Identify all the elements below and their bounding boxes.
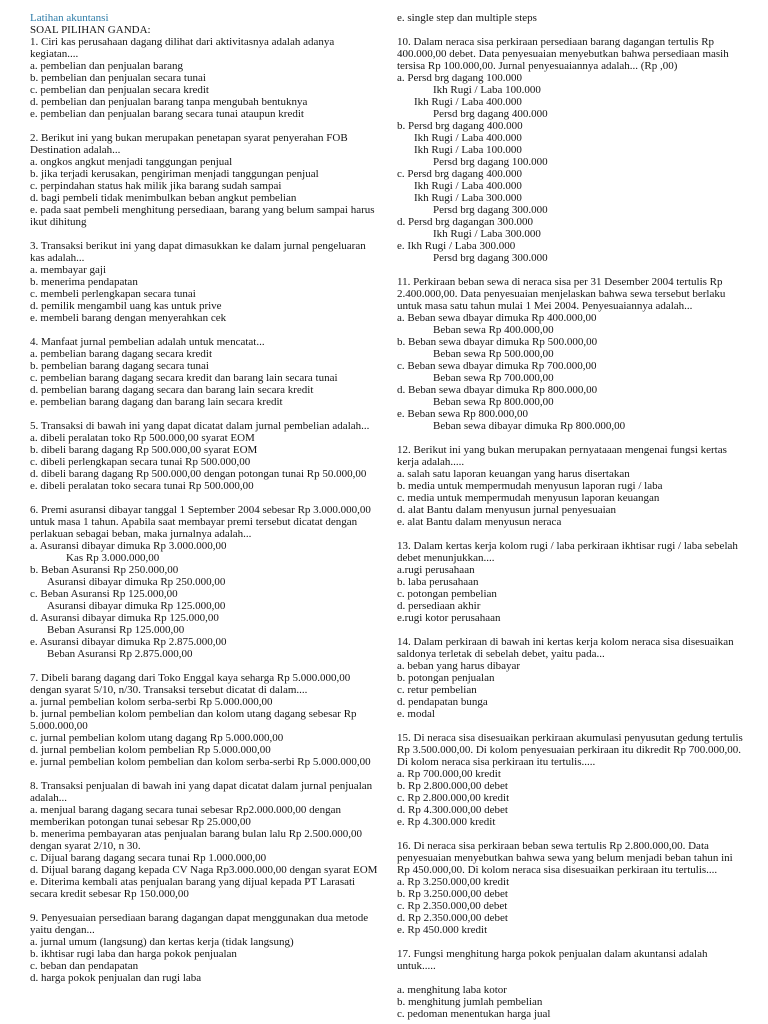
question-block: [30, 336, 382, 408]
question-text: 11. Perkiraan beban sewa di neraca sisa per 31 Desember 2004 tertulis Rp 2.400.000,00. Data penyesuaian menjelaskan bahwa sewa tersebut berlaku untuk masa satu tahun mulai 1 Mei 2004. Penyesuaiannya adalah...: [397, 276, 726, 312]
answer-option: e. alat Bantu dalam menyusun neraca: [397, 516, 562, 528]
journal-entry-line: Beban sewa Rp 400.000,00: [433, 324, 554, 336]
question-block: [397, 36, 743, 264]
answer-option: e. single step dan multiple steps: [397, 12, 537, 24]
journal-entry-line: Persd brg dagang 400.000: [433, 108, 548, 120]
answer-option: b. menerima pembayaran atas penjualan barang bulan lalu Rp 2.500.000,00 dengan syarat 2/10, n 30.: [30, 828, 363, 852]
journal-entry-line: Ikh Rugi / Laba 100.000: [414, 144, 522, 156]
answer-option: d. bagi pembeli tidak menimbulkan beban angkut pembelian: [30, 192, 297, 204]
answer-option: a. menjual barang dagang secara tunai sebesar Rp2.000.000,00 dengan memberikan potongan tunai sebesar Rp 25.000,00: [30, 804, 341, 828]
answer-option: c. pedoman menentukan harga jual: [397, 1008, 551, 1020]
answer-option: d. Asuransi dibayar dimuka Rp 125.000,00: [30, 612, 219, 624]
question-text: 14. Dalam perkiraan di bawah ini kertas kerja kolom neraca sisa disesuaikan saldonya terletak di sebelah debet, yaitu pada...: [397, 636, 734, 660]
journal-entry-line: Persd brg dagang 300.000: [433, 204, 548, 216]
answer-option: e.rugi kotor perusahaan: [397, 612, 501, 624]
answer-option: e. pada saat pembeli menghitung persediaan, barang yang belum sampai harus ikut dihitung: [30, 204, 375, 228]
answer-option: c. pembelian barang dagang secara kredit dan barang lain secara tunai: [30, 372, 338, 384]
journal-entry-line: Ikh Rugi / Laba 300.000: [433, 228, 541, 240]
answer-option: c. Rp 2.350.000,00 debet: [397, 900, 508, 912]
answer-option: a. beban yang harus dibayar: [397, 660, 521, 672]
question-block: [397, 732, 743, 828]
answer-option: b. Beban sewa dbayar dimuka Rp 500.000,00: [397, 336, 598, 348]
journal-entry-line: Ikh Rugi / Laba 100.000: [433, 84, 541, 96]
journal-entry-line: Persd brg dagang 100.000: [433, 156, 548, 168]
question-block: [397, 840, 743, 936]
answer-option: e. pembelian barang dagang dan barang lain secara kredit: [30, 396, 283, 408]
question-block: [397, 444, 743, 528]
question-text: 6. Premi asuransi dibayar tanggal 1 September 2004 sebesar Rp 3.000.000,00 untuk masa 1 tahun. Apabila saat membayar premi tersebut dicatat dengan perlakuan sebagai beban, maka jurnalnya adalah...: [30, 504, 371, 540]
journal-entry-line: Persd brg dagang 300.000: [433, 252, 548, 264]
answer-option: b. Beban Asuransi Rp 250.000,00: [30, 564, 179, 576]
section-heading: SOAL PILIHAN GANDA:: [30, 24, 151, 36]
journal-entry-line: Ikh Rugi / Laba 400.000: [414, 96, 522, 108]
journal-entry-line: Beban Asuransi Rp 125.000,00: [47, 624, 185, 636]
answer-option: c. Beban Asuransi Rp 125.000,00: [30, 588, 178, 600]
answer-option: d. Beban sewa dbayar dimuka Rp 800.000,00: [397, 384, 598, 396]
answer-option: c. Rp 2.800.000,00 kredit: [397, 792, 510, 804]
answer-option: c. jurnal pembelian kolom utang dagang Rp 5.000.000,00: [30, 732, 284, 744]
question-text: 5. Transaksi di bawah ini yang dapat dicatat dalam jurnal pembelian adalah...: [30, 420, 370, 432]
answer-option: b. menerima pendapatan: [30, 276, 138, 288]
answer-option: a. jurnal umum (langsung) dan kertas kerja (tidak langsung): [30, 936, 294, 948]
answer-option: d. Rp 2.350.000,00 debet: [397, 912, 508, 924]
answer-option: e. Asuransi dibayar dimuka Rp 2.875.000,00: [30, 636, 227, 648]
question-text: 1. Ciri kas perusahaan dagang dilihat dari aktivitasnya adalah adanya kegiatan....: [30, 36, 335, 60]
question-block: [30, 36, 382, 120]
answer-option: c. Beban sewa dbayar dimuka Rp 700.000,00: [397, 360, 597, 372]
question-block: [397, 276, 743, 432]
answer-option: a. menghitung laba kotor: [397, 984, 507, 996]
answer-option: c. retur pembelian: [397, 684, 477, 696]
answer-option: d. pembelian barang dagang secara dan barang lain secara kredit: [30, 384, 314, 396]
question-block: [30, 672, 382, 768]
answer-option: d. harga pokok penjualan dan rugi laba: [30, 972, 202, 984]
journal-entry-line: Beban sewa Rp 800.000,00: [433, 396, 554, 408]
question-block: [30, 132, 382, 228]
answer-option: c. media untuk mempermudah menyusun laporan keuangan: [397, 492, 660, 504]
answer-option: e. dibeli peralatan toko secara tunai Rp 500.000,00: [30, 480, 254, 492]
question-text: 4. Manfaat jurnal pembelian adalah untuk mencatat...: [30, 336, 265, 348]
answer-option: e. modal: [397, 708, 435, 720]
answer-option: a. Rp 700.000,00 kredit: [397, 768, 501, 780]
answer-option: e. Beban sewa Rp 800.000,00: [397, 408, 529, 420]
answer-option: b. jika terjadi kerusakan, pengiriman menjadi tanggungan penjual: [30, 168, 319, 180]
answer-option: d. jurnal pembelian kolom pembelian Rp 5.000.000,00: [30, 744, 271, 756]
question-text: 15. Di neraca sisa disesuaikan perkiraan akumulasi penyusutan gedung tertulis Rp 3.500.000,00. Di kolom penyesuaian perkiraan itu dikredit Rp 700.000,00. Di kolom neraca sisa perkiraan itu tertulis.....: [397, 732, 743, 768]
answer-option: c. perpindahan status hak milik jika barang sudah sampai: [30, 180, 282, 192]
answer-option: a. Asuransi dibayar dimuka Rp 3.000.000,00: [30, 540, 227, 552]
question-block: [397, 636, 743, 720]
answer-option: a. pembelian dan penjualan barang: [30, 60, 184, 72]
question-text: 8. Transaksi penjualan di bawah ini yang dapat dicatat dalam jurnal penjualan adalah...: [30, 780, 373, 804]
answer-option: b. Persd brg dagang 400.000: [397, 120, 523, 132]
question-text: 13. Dalam kertas kerja kolom rugi / laba perkiraan ikhtisar rugi / laba sebelah debet menunjukkan....: [397, 540, 738, 564]
question-block: [30, 912, 382, 984]
answer-option: e. Rp 4.300.000 kredit: [397, 816, 496, 828]
answer-option: c. dibeli perlengkapan secara tunai Rp 500.000,00: [30, 456, 251, 468]
answer-option: d. pembelian dan penjualan barang tanpa mengubah bentuknya: [30, 96, 308, 108]
question-block: [30, 240, 382, 324]
answer-option: c. Dijual barang dagang secara tunai Rp 1.000.000,00: [30, 852, 267, 864]
answer-option: b. Rp 3.250.000,00 debet: [397, 888, 508, 900]
question-block: [397, 12, 743, 24]
answer-option: a. Beban sewa dbayar dimuka Rp 400.000,00: [397, 312, 597, 324]
answer-option: e. Rp 450.000 kredit: [397, 924, 488, 936]
question-text: 2. Berikut ini yang bukan merupakan penetapan syarat penyerahan FOB Destination adalah...: [30, 132, 348, 156]
question-block: [30, 420, 382, 492]
question-block: [30, 504, 382, 660]
answer-option: d. dibeli barang dagang Rp 500.000,00 dengan potongan tunai Rp 50.000,00: [30, 468, 367, 480]
document-title-link[interactable]: Latihan akuntansi: [30, 12, 109, 24]
journal-entry-line: Beban sewa Rp 700.000,00: [433, 372, 554, 384]
answer-option: c. potongan pembelian: [397, 588, 497, 600]
journal-entry-line: Beban sewa dibayar dimuka Rp 800.000,00: [433, 420, 626, 432]
answer-option: a. salah satu laporan keuangan yang harus disertakan: [397, 468, 630, 480]
question-text: 17. Fungsi menghitung harga pokok penjualan dalam akuntansi adalah untuk.....: [397, 948, 708, 972]
right-column: [397, 12, 743, 1024]
journal-entry-line: Beban sewa Rp 500.000,00: [433, 348, 554, 360]
answer-option: e. Diterima kembali atas penjualan barang yang dijual kepada PT Larasati secara kredit sebesar Rp 150.000,00: [30, 876, 356, 900]
answer-option: b. dibeli barang dagang Rp 500.000,00 syarat EOM: [30, 444, 258, 456]
answer-option: e. pembelian dan penjualan barang secara tunai ataupun kredit: [30, 108, 304, 120]
answer-option: b. media untuk mempermudah menyusun laporan rugi / laba: [397, 480, 663, 492]
answer-option: b. ikhtisar rugi laba dan harga pokok penjualan: [30, 948, 237, 960]
answer-option: b. Rp 2.800.000,00 debet: [397, 780, 508, 792]
question-block: [397, 948, 743, 1020]
answer-option: c. Persd brg dagang 400.000: [397, 168, 523, 180]
question-block: [30, 780, 382, 900]
answer-option: a.rugi perusahaan: [397, 564, 475, 576]
left-column: [30, 12, 382, 1024]
journal-entry-line: Ikh Rugi / Laba 400.000: [414, 132, 522, 144]
journal-entry-line: Ikh Rugi / Laba 300.000: [414, 192, 522, 204]
answer-option: d. pemilik mengambil uang kas untuk prive: [30, 300, 222, 312]
journal-entry-line: Kas Rp 3.000.000,00: [66, 552, 160, 564]
answer-option: d. Rp 4.300.000,00 debet: [397, 804, 508, 816]
answer-option: a. Persd brg dagang 100.000: [397, 72, 523, 84]
question-text: 12. Berikut ini yang bukan merupakan pernyataaan mengenai fungsi kertas kerja adalah.....: [397, 444, 727, 468]
journal-entry-line: Asuransi dibayar dimuka Rp 250.000,00: [47, 576, 226, 588]
answer-option: b. laba perusahaan: [397, 576, 479, 588]
question-block: [397, 540, 743, 624]
answer-option: e. membeli barang dengan menyerahkan cek: [30, 312, 227, 324]
answer-option: e. Ikh Rugi / Laba 300.000: [397, 240, 516, 252]
answer-option: b. pembelian barang dagang secara tunai: [30, 360, 209, 372]
answer-option: a. ongkos angkut menjadi tanggungan penjual: [30, 156, 233, 168]
answer-option: c. membeli perlengkapan secara tunai: [30, 288, 196, 300]
journal-entry-line: Ikh Rugi / Laba 400.000: [414, 180, 522, 192]
answer-option: a. Rp 3.250.000,00 kredit: [397, 876, 510, 888]
answer-option: b. pembelian dan penjualan secara tunai: [30, 72, 206, 84]
answer-option: b. menghitung jumlah pembelian: [397, 996, 543, 1008]
question-text: 7. Dibeli barang dagang dari Toko Enggal kaya seharga Rp 5.000.000,00 dengan syarat 5/10, n/30. Transaksi tersebut dicatat di dalam....: [30, 672, 351, 696]
answer-option: a. jurnal pembelian kolom serba-serbi Rp 5.000.000,00: [30, 696, 273, 708]
answer-option: e. jurnal pembelian kolom pembelian dan kolom serba-serbi Rp 5.000.000,00: [30, 756, 371, 768]
answer-option: c. pembelian dan penjualan secara kredit: [30, 84, 209, 96]
answer-option: d. alat Bantu dalam menyusun jurnal penyesuaian: [397, 504, 617, 516]
answer-option: d. pendapatan bunga: [397, 696, 488, 708]
journal-entry-line: Asuransi dibayar dimuka Rp 125.000,00: [47, 600, 226, 612]
answer-option: d. persediaan akhir: [397, 600, 481, 612]
journal-entry-line: Beban Asuransi Rp 2.875.000,00: [47, 648, 193, 660]
question-text: 16. Di neraca sisa perkiraan beban sewa tertulis Rp 2.800.000,00. Data penyesuaian menyebutkan bahwa sewa yang belum menjadi beban tahun ini Rp 450.000,00. Di kolom neraca sisa disesuaikan perkiraan itu tertulis....: [397, 840, 733, 876]
spacer-line: [397, 972, 743, 984]
answer-option: d. Dijual barang dagang kepada CV Naga Rp3.000.000,00 dengan syarat EOM: [30, 864, 378, 876]
answer-option: a. membayar gaji: [30, 264, 107, 276]
answer-option: d. Persd brg dagangan 300.000: [397, 216, 534, 228]
answer-option: a. pembelian barang dagang secara kredit: [30, 348, 213, 360]
answer-option: b. potongan penjualan: [397, 672, 495, 684]
answer-option: a. dibeli peralatan toko Rp 500.000,00 syarat EOM: [30, 432, 255, 444]
answer-option: b. jurnal pembelian kolom pembelian dan kolom utang dagang sebesar Rp 5.000.000,00: [30, 708, 357, 732]
question-text: 9. Penyesuaian persediaan barang dagangan dapat menggunakan dua metode yaitu dengan...: [30, 912, 369, 936]
question-text: 10. Dalam neraca sisa perkiraan persediaan barang dagangan tertulis Rp 400.000,00 debet. Data penyesuaian menyebutkan bahwa persediaan masih tersisa Rp 100.000,00. Jurnal penyesuaiannya adalah... (Rp ,00): [397, 36, 729, 72]
answer-option: c. beban dan pendapatan: [30, 960, 139, 972]
question-text: 3. Transaksi berikut ini yang dapat dimasukkan ke dalam jurnal pengeluaran kas adalah...: [30, 240, 366, 264]
